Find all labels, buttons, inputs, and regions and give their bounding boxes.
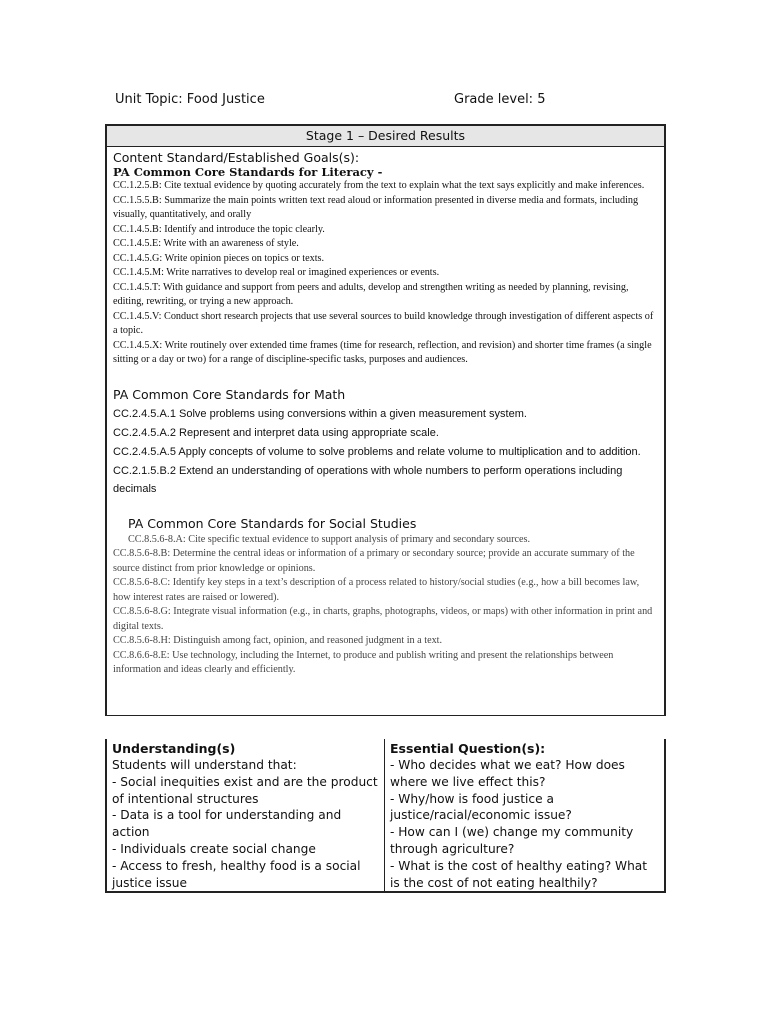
social-studies-item: CC.8.5.6-8.A: Cite specific textual evidence to support analysis of primary and secondary sources.: [128, 533, 531, 545]
goals-heading: Content Standard/Established Goals(s):: [113, 150, 360, 165]
stage-title: Stage 1 – Desired Results: [107, 126, 664, 147]
understanding-line: - Access to fresh, healthy food is a social justice issue: [112, 858, 361, 890]
understanding-line: Students will understand that:: [112, 758, 297, 772]
social-studies-item: CC.8.5.6-8.H: Distinguish among fact, opinion, and reasoned judgment in a text.: [113, 635, 443, 646]
social-studies-item: CC.8.5.6-8.C: Identify key steps in a text’s description of a process related to history/social studies (e.g., how a bill becomes law, how interest rates are raised or lowered).: [113, 577, 640, 603]
header-row: [115, 90, 675, 110]
math-item: CC.2.1.5.B.2 Extend an understanding of operations with whole numbers to perform operations including decimals: [113, 464, 623, 495]
social-studies-item: CC.8.5.6-8.G: Integrate visual information (e.g., in charts, graphs, photographs, videos, or maps) with other information in print and digital texts.: [113, 606, 653, 632]
understanding-line: - Individuals create social change: [112, 841, 316, 856]
understanding-line: - Data is a tool for understanding and action: [112, 808, 342, 840]
literacy-item: CC.1.4.5.X: Write routinely over extended time frames (time for research, reflection, and revision) and shorter time frames (a single sitting or a day or two) for a range of discipline-specific tasks, purposes and audiences.: [113, 339, 652, 365]
literacy-item: CC.1.4.5.B: Identify and introduce the topic clearly.: [113, 223, 325, 235]
math-item: CC.2.4.5.A.5 Apply concepts of volume to solve problems and relate volume to multiplication and to addition.: [113, 445, 641, 458]
literacy-item: CC.1.2.5.B: Cite textual evidence by quoting accurately from the text to explain what the text says explicitly and make inferences.: [113, 180, 645, 191]
literacy-item: CC.1.4.5.M: Write narratives to develop real or imagined experiences or events.: [113, 267, 440, 278]
literacy-item: CC.1.5.5.B: Summarize the main points written text read aloud or information presented in diverse media and formats, including visually, quantitatively, and orally: [113, 194, 639, 220]
essential-questions-cell: [385, 739, 664, 891]
social-studies-item: CC.8.5.6-8.B: Determine the central ideas or information of a primary or secondary source; provide an accurate summary of the source distinct from prior knowledge or opinions.: [113, 548, 635, 574]
understandings-title: Understanding(s): [112, 741, 236, 756]
math-item: CC.2.4.5.A.2 Represent and interpret data using appropriate scale.: [113, 426, 439, 439]
literacy-item: CC.1.4.5.V: Conduct short research projects that use several sources to build knowledge through investigation of different aspects of a topic.: [113, 310, 654, 336]
understanding-line: - Social inequities exist and are the product of intentional structures: [112, 774, 378, 806]
literacy-item: CC.1.4.5.G: Write opinion pieces on topics or texts.: [113, 252, 325, 264]
math-title: PA Common Core Standards for Math: [113, 386, 346, 402]
stage-table: [105, 124, 666, 716]
grade-level: Grade level: 5: [454, 92, 546, 107]
essential-questions-title: Essential Question(s):: [390, 741, 546, 756]
literacy-item: CC.1.4.5.T: With guidance and support from peers and adults, develop and strengthen writing as needed by planning, revising, editing, rewriting, or trying a new approach.: [113, 281, 629, 307]
literacy-title: PA Common Core Standards for Literacy -: [113, 165, 383, 179]
essential-question-line: - Why/how is food justice a justice/racial/economic issue?: [390, 791, 572, 823]
table-bottom-border: [105, 891, 666, 893]
essential-question-line: - How can I (we) change my community through agriculture?: [390, 825, 634, 856]
literacy-list: [113, 179, 658, 368]
social-studies-title: PA Common Core Standards for Social Studies: [128, 515, 417, 531]
understanding-questions-row: [105, 739, 666, 893]
essential-question-line: - Who decides what we eat? How does where we live effect this?: [390, 758, 625, 789]
essential-question-line: - What is the cost of healthy eating? What is the cost of not eating healthily?: [390, 858, 648, 890]
social-studies-item: CC.8.6.6-8.E: Use technology, including the Internet, to produce and publish writing and present the relationships between information and ideas clearly and efficiently.: [113, 649, 614, 675]
math-item: CC.2.4.5.A.1 Solve problems using conversions within a given measurement system.: [113, 407, 527, 420]
unit-topic: Unit Topic: Food Justice: [115, 92, 265, 107]
literacy-item: CC.1.4.5.E: Write with an awareness of style.: [113, 238, 299, 249]
social-studies-list: [113, 533, 658, 678]
goals-cell: [107, 147, 664, 716]
understandings-cell: [107, 739, 385, 891]
math-list: [113, 405, 658, 498]
